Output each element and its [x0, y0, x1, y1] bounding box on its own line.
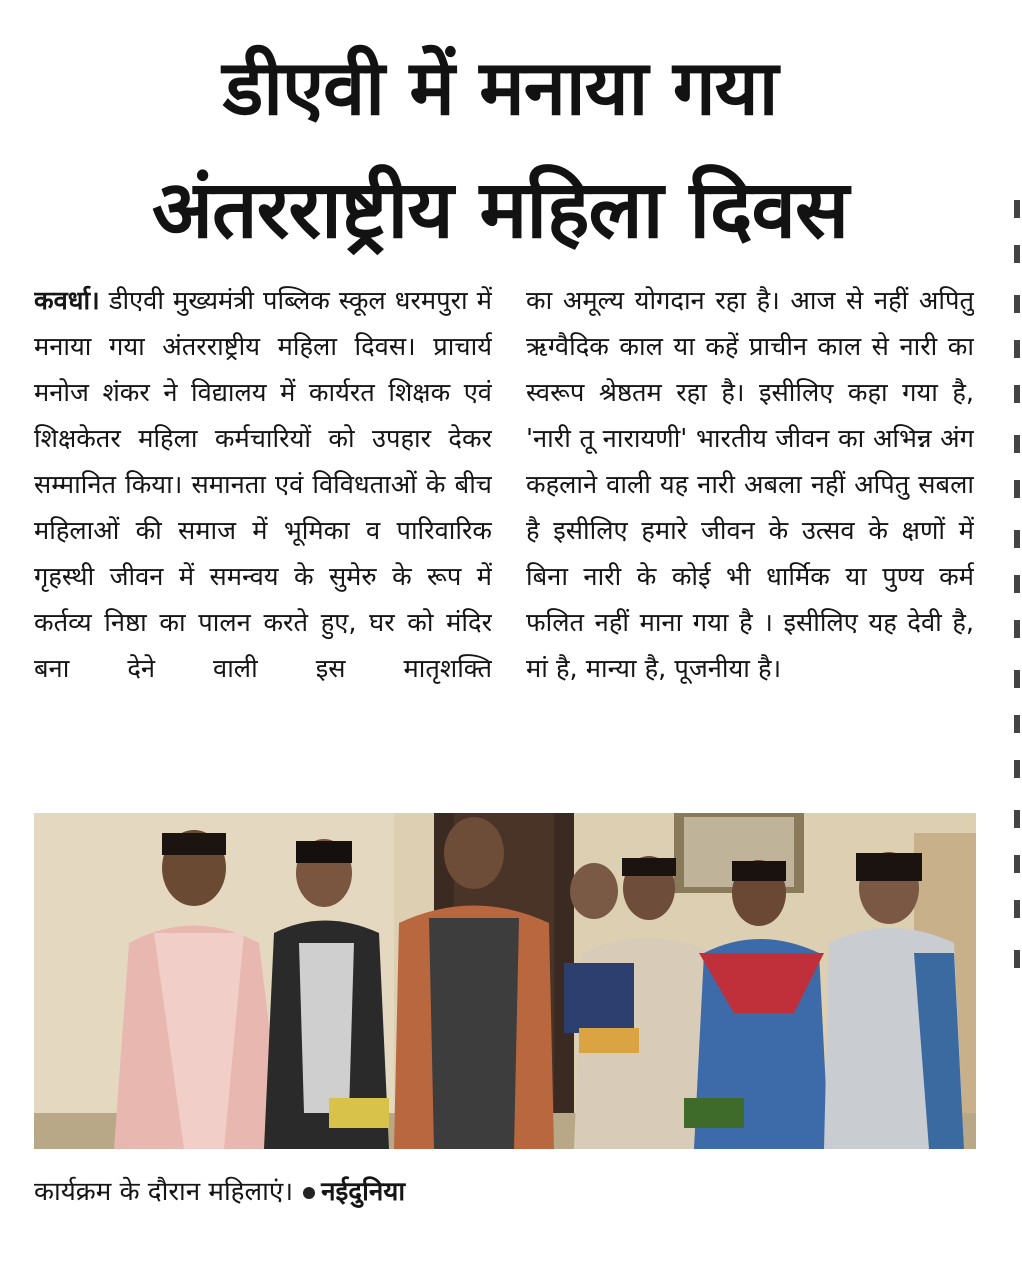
photo-caption — [34, 1172, 405, 1212]
article-right-column — [526, 278, 974, 692]
right-column-text: का अमूल्य योगदान रहा है। आज से नहीं अपितु ऋग्वैदिक काल या कहें प्राचीन काल से नारी का स्वरूप श्रेष्ठतम रहा है। इसीलिए कहा गया है, 'नारी तू नारायणी' भारतीय जीवन का अभिन्न अंग कहलाने वाली यह नारी अबला नहीं अपितु सबला है इसीलिए हमारे जीवन के उत्सव के क्षणों में बिना नारी के कोई भी धार्मिक या पुण्य कर्म फलित नहीं माना गया है । इसीलिए यह देवी है, मां है, मान्या है, पूजनीया है। — [526, 286, 974, 684]
caption-credit: नईदुनिया — [321, 1177, 406, 1207]
left-column-text: डीएवी मुख्यमंत्री पब्लिक स्कूल धरमपुरा में मनाया गया अंतरराष्ट्रीय महिला दिवस। प्राचार्य मनोज शंकर ने विद्यालय में कार्यरत शिक्षक एवं शिक्षकेतर महिला कर्मचारियों को उपहार देकर सम्मानित किया। समानता एवं विविधताओं के बीच महिलाओं की समाज में भूमिका व पारिवारिक गृहस्थी जीवन में समन्वय के सुमेरु के रूप में कर्तव्य निष्ठा का पालन करते हुए, घर को मंदिर बना देने वाली इस मातृशक्ति — [34, 286, 492, 684]
article-left-column — [34, 278, 492, 692]
group-photo — [34, 813, 976, 1149]
dateline: कवर्धा। — [34, 286, 100, 316]
headline-line-1: डीएवी में मनाया गया — [222, 43, 778, 132]
adjacent-column-edge — [1012, 200, 1022, 1000]
group-photo-illustration — [34, 813, 976, 1149]
caption-text: कार्यक्रम के दौरान महिलाएं। — [34, 1177, 294, 1207]
bullet-icon — [303, 1187, 315, 1199]
article-paragraph — [34, 278, 492, 692]
headline-line-2: अंतरराष्ट्रीय महिला दिवस — [151, 163, 849, 256]
